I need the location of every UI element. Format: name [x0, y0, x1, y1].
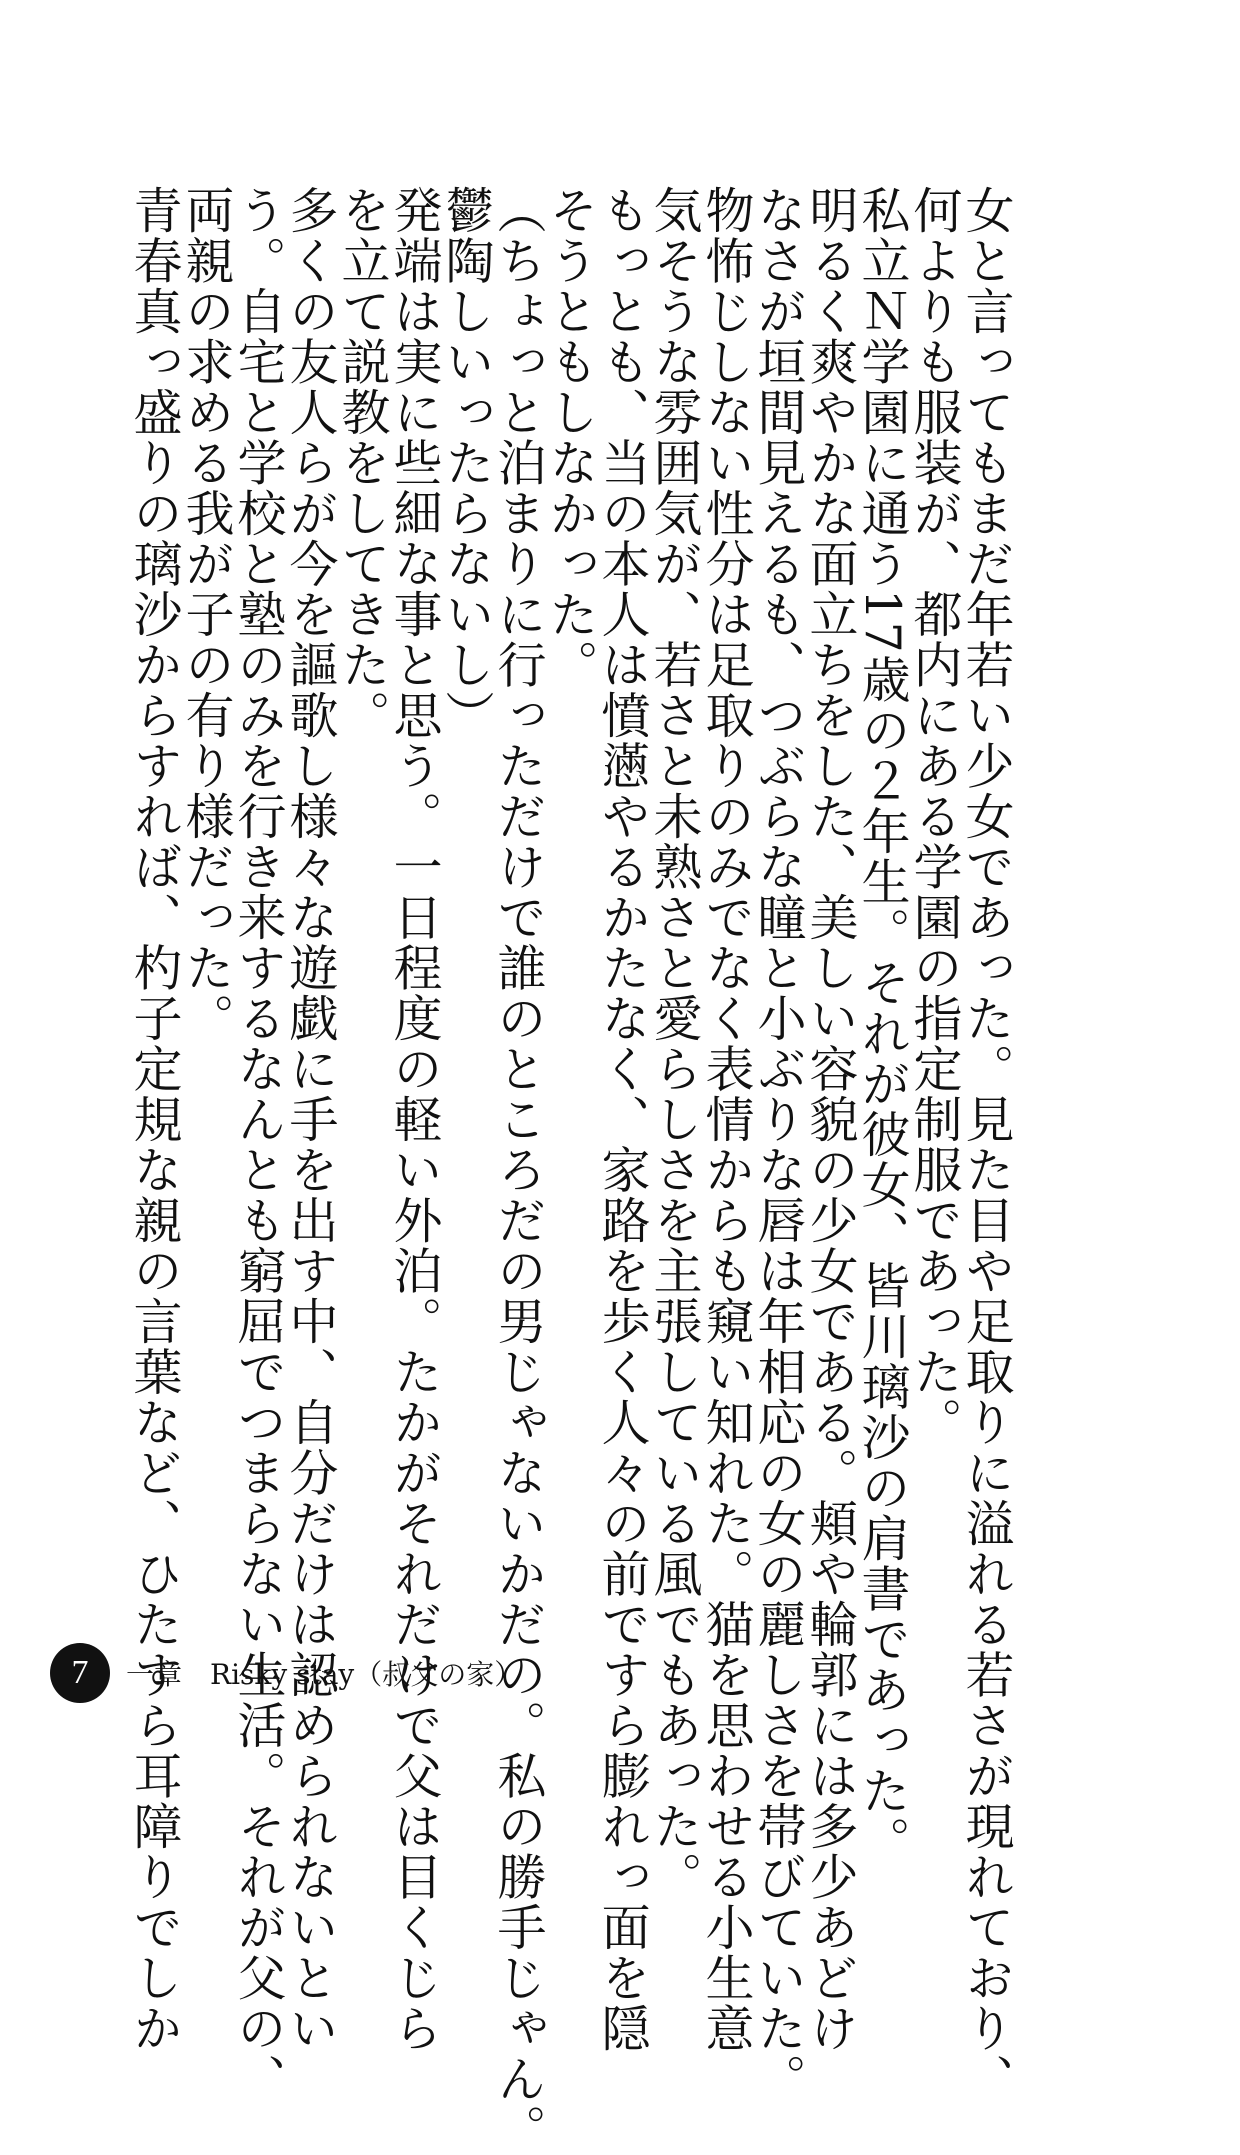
- text-line: 明るく爽やかな面立ちをした、美しい容貌の少女である。頬や輪郭には多少あどけ: [802, 185, 859, 2054]
- text-line: を立て説教をしてきた。: [334, 185, 391, 741]
- text-line: 多くの友人らが今を謳歌し様々な遊戯に手を出す中、自分だけは認められないとい: [282, 185, 339, 2054]
- text-line: 女と言ってもまだ年若い少女であった。見た目や足取りに溢れる若さが現れており、: [958, 185, 1015, 2104]
- text-line: 私立Ｎ学園に通う17歳の２年生。それが彼女、皆川璃沙の肩書であった。: [854, 185, 911, 1867]
- text-line: そうともしなかった。: [542, 185, 599, 690]
- text-line: 気そうな雰囲気が、若さと未熟さと愛らしさを主張している風でもあった。: [646, 185, 703, 1902]
- text-line: う。自宅と学校と塾のみを行き来するなんとも窮屈でつまらない生活。それが父の、: [230, 185, 287, 2104]
- text-line: （ちょっと泊まりに行っただけで誰のところだの男じゃないかだの。私の勝手じゃん。: [490, 185, 547, 2155]
- text-line: 何よりも服装が、都内にある学園の指定制服であった。: [906, 185, 963, 1448]
- text-line: もっとも、当の本人は憤懣やるかたなく、家路を歩く人々の前ですら膨れっ面を隠: [594, 185, 651, 2054]
- text-line: 発端は実に些細な事と思う。一日程度の軽い外泊。たかがそれだけで父は目くじら: [386, 185, 443, 2054]
- text-line: 物怖じしない性分は足取りのみでなく表情からも窺い知れた。猫を思わせる小生意: [698, 185, 755, 2054]
- page-number: 7: [50, 1643, 110, 1703]
- text-line: 両親の求める我が子の有り様だった。: [178, 185, 235, 1044]
- running-title: 一章 Risky stay（叔父の家）: [126, 1658, 523, 1691]
- text-line: 青春真っ盛りの璃沙からすれば、杓子定規な親の言葉など、ひたすら耳障りでしか: [126, 185, 183, 2054]
- text-line: なさが垣間見えるも、つぶらな瞳と小ぶりな唇は年相応の女の麗しさを帯びていた。: [750, 185, 807, 2104]
- page-footer: [50, 1637, 522, 1709]
- text-line: 鬱陶しいったらないし）: [438, 185, 495, 741]
